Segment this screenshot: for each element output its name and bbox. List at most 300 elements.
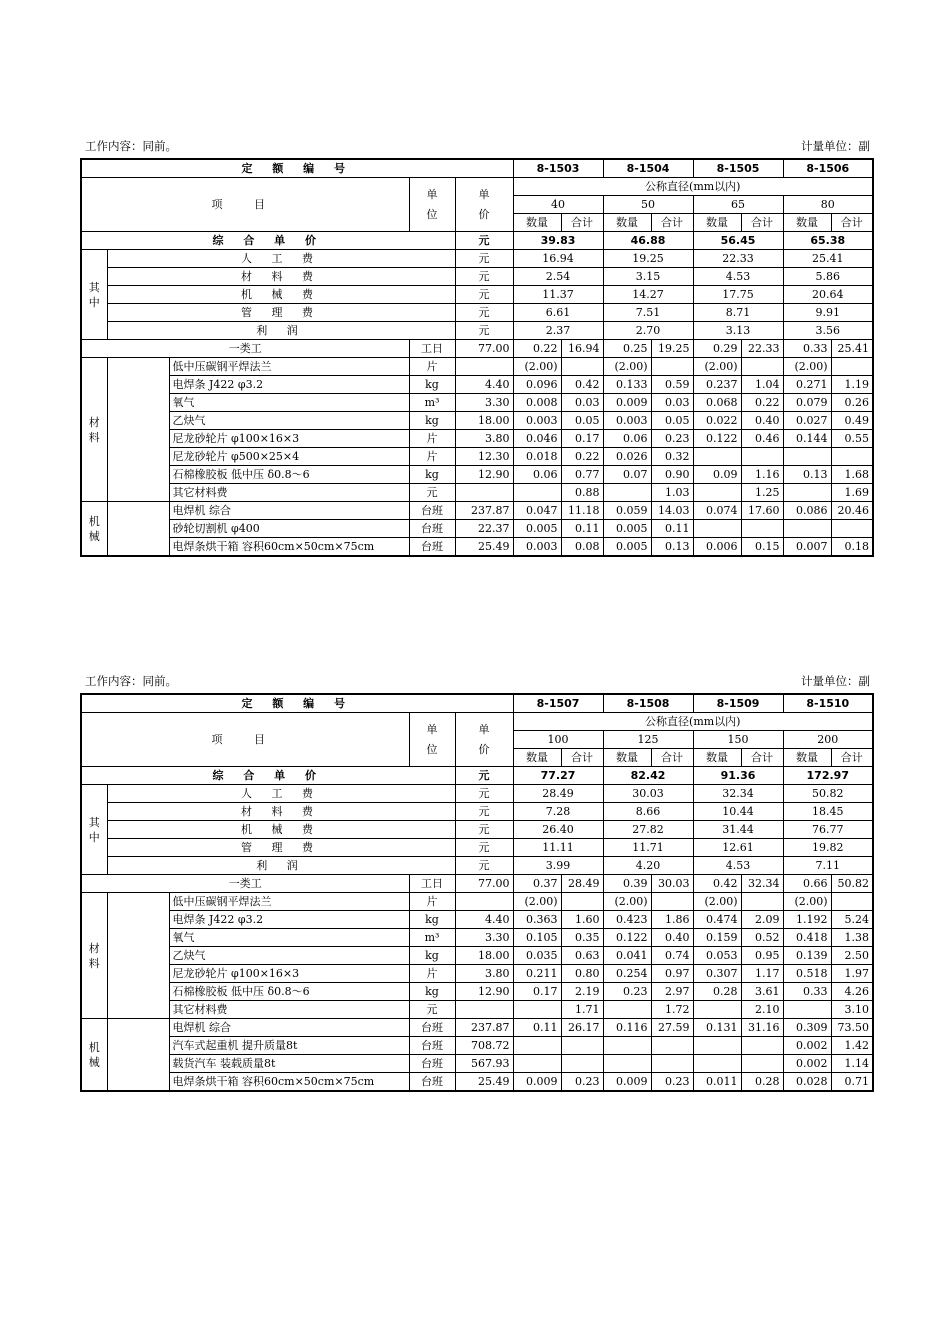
cell: 27.59 bbox=[651, 1019, 693, 1037]
cell: 0.55 bbox=[831, 430, 873, 448]
cell bbox=[831, 893, 873, 911]
cell: 0.002 bbox=[783, 1037, 831, 1055]
cell: 尼龙砂轮片 φ100×16×3 bbox=[169, 965, 409, 983]
cell: 8-1503 bbox=[513, 159, 603, 178]
cell: 8.71 bbox=[693, 304, 783, 322]
cell: 电焊条烘干箱 容积60cm×50cm×75cm bbox=[169, 1073, 409, 1092]
cell: 31.44 bbox=[693, 821, 783, 839]
cell: 片 bbox=[409, 893, 455, 911]
cell: 0.32 bbox=[651, 448, 693, 466]
cell: 237.87 bbox=[455, 502, 513, 520]
cell: 100 bbox=[513, 731, 603, 749]
cell bbox=[693, 448, 741, 466]
cell: 0.007 bbox=[783, 538, 831, 557]
cell: 0.418 bbox=[783, 929, 831, 947]
cell: 0.03 bbox=[561, 394, 603, 412]
cell: 50.82 bbox=[831, 875, 873, 893]
cell: 砂轮切割机 φ400 bbox=[169, 520, 409, 538]
cell: 一类工 bbox=[81, 340, 409, 358]
cell bbox=[693, 1001, 741, 1019]
cell: 2.54 bbox=[513, 268, 603, 286]
cell: 11.18 bbox=[561, 502, 603, 520]
cell: 0.11 bbox=[561, 520, 603, 538]
cell: 0.027 bbox=[783, 412, 831, 430]
unit-col-header-b: 位 bbox=[426, 207, 438, 221]
cell: 元 bbox=[455, 250, 513, 268]
cell: 0.423 bbox=[603, 911, 651, 929]
cell: 0.309 bbox=[783, 1019, 831, 1037]
cell: 片 bbox=[409, 448, 455, 466]
work-content: 工作内容：同前。 bbox=[85, 674, 177, 688]
cell: 合计 bbox=[741, 214, 783, 232]
cell: 91.36 bbox=[693, 767, 783, 785]
cell: 0.009 bbox=[513, 1073, 561, 1092]
cell: 项 目 bbox=[81, 178, 409, 232]
cell bbox=[783, 448, 831, 466]
cell: 2.50 bbox=[831, 947, 873, 965]
cell: 1.72 bbox=[651, 1001, 693, 1019]
cell: 0.52 bbox=[741, 929, 783, 947]
cell: 1.68 bbox=[831, 466, 873, 484]
cell: 0.33 bbox=[783, 983, 831, 1001]
cell: 电焊条 J422 φ3.2 bbox=[169, 911, 409, 929]
cell: 0.237 bbox=[693, 376, 741, 394]
cell: 1.25 bbox=[741, 484, 783, 502]
cell: 利 润 bbox=[107, 857, 455, 875]
cell: 200 bbox=[783, 731, 873, 749]
cell: 12.90 bbox=[455, 983, 513, 1001]
cell: 0.003 bbox=[513, 538, 561, 557]
cell: 0.211 bbox=[513, 965, 561, 983]
cell: 台班 bbox=[409, 1055, 455, 1073]
cell: 18.45 bbox=[783, 803, 873, 821]
cell: 10.44 bbox=[693, 803, 783, 821]
cell: 元 bbox=[455, 821, 513, 839]
cell: 0.11 bbox=[513, 1019, 561, 1037]
cell: 65.38 bbox=[783, 232, 873, 250]
group-label-qizhong bbox=[81, 250, 107, 340]
cell: 0.42 bbox=[561, 376, 603, 394]
cell: 1.19 bbox=[831, 376, 873, 394]
cell: 综 合 单 价 bbox=[81, 232, 455, 250]
cell: 3.15 bbox=[603, 268, 693, 286]
cell: 0.18 bbox=[831, 538, 873, 557]
cell: 18.00 bbox=[455, 947, 513, 965]
cell: 0.028 bbox=[783, 1073, 831, 1092]
cell: 12.90 bbox=[455, 466, 513, 484]
cell: 0.059 bbox=[603, 502, 651, 520]
cell bbox=[561, 893, 603, 911]
cell: 25.41 bbox=[831, 340, 873, 358]
cell: 0.009 bbox=[603, 1073, 651, 1092]
cell: 0.133 bbox=[603, 376, 651, 394]
cell: 0.71 bbox=[831, 1073, 873, 1092]
cell bbox=[603, 1001, 651, 1019]
group-label-materials bbox=[81, 358, 107, 502]
cell: 0.33 bbox=[783, 340, 831, 358]
cell: 数量 bbox=[693, 749, 741, 767]
cell: 567.93 bbox=[455, 1055, 513, 1073]
cell: 1.71 bbox=[561, 1001, 603, 1019]
cell: 人 工 费 bbox=[107, 250, 455, 268]
cell: 77.27 bbox=[513, 767, 603, 785]
blank-cell bbox=[107, 893, 169, 1019]
cell: 工日 bbox=[409, 875, 455, 893]
cell: 4.40 bbox=[455, 376, 513, 394]
cell: 19.82 bbox=[783, 839, 873, 857]
cell: 3.80 bbox=[455, 430, 513, 448]
cell: 18.00 bbox=[455, 412, 513, 430]
unit-col-header-a: 单 bbox=[426, 722, 438, 736]
table-header-line bbox=[80, 673, 872, 693]
cell bbox=[831, 520, 873, 538]
cell: 25.41 bbox=[783, 250, 873, 268]
cell: 32.34 bbox=[693, 785, 783, 803]
cell: 0.74 bbox=[651, 947, 693, 965]
cell: 0.003 bbox=[603, 412, 651, 430]
price-col-header bbox=[455, 178, 513, 232]
cell: 元 bbox=[455, 839, 513, 857]
cell: 1.16 bbox=[741, 466, 783, 484]
cell: 0.002 bbox=[783, 1055, 831, 1073]
cell: 0.018 bbox=[513, 448, 561, 466]
cell: 14.27 bbox=[603, 286, 693, 304]
cell: 0.59 bbox=[651, 376, 693, 394]
cell: 台班 bbox=[409, 1037, 455, 1055]
cell: 30.03 bbox=[603, 785, 693, 803]
cell: 1.192 bbox=[783, 911, 831, 929]
cell: 0.28 bbox=[693, 983, 741, 1001]
materials-label-a: 材 bbox=[88, 941, 100, 955]
machinery-label-b: 械 bbox=[88, 1055, 100, 1069]
cell: 0.003 bbox=[513, 412, 561, 430]
cell: 0.06 bbox=[513, 466, 561, 484]
cell: 1.69 bbox=[831, 484, 873, 502]
cell: 1.03 bbox=[651, 484, 693, 502]
cell: 0.05 bbox=[651, 412, 693, 430]
cell: (2.00) bbox=[603, 358, 651, 376]
cell: 0.23 bbox=[603, 983, 651, 1001]
cell: 0.008 bbox=[513, 394, 561, 412]
cell: 电焊条 J422 φ3.2 bbox=[169, 376, 409, 394]
cell bbox=[741, 893, 783, 911]
cell: 0.13 bbox=[651, 538, 693, 557]
cell: 25.49 bbox=[455, 1073, 513, 1092]
cell bbox=[741, 1037, 783, 1055]
cell: 12.30 bbox=[455, 448, 513, 466]
cell: 2.70 bbox=[603, 322, 693, 340]
cell: 数量 bbox=[783, 214, 831, 232]
machinery-label-a: 机 bbox=[88, 1040, 100, 1054]
unit-col-header bbox=[409, 713, 455, 767]
cell bbox=[561, 358, 603, 376]
cell: 1.38 bbox=[831, 929, 873, 947]
cell: 28.49 bbox=[561, 875, 603, 893]
cell: 0.08 bbox=[561, 538, 603, 557]
cell: 11.11 bbox=[513, 839, 603, 857]
cell: 0.40 bbox=[741, 412, 783, 430]
cell bbox=[783, 520, 831, 538]
blank-cell bbox=[107, 502, 169, 557]
cell: 机 械 费 bbox=[107, 286, 455, 304]
cell: 0.159 bbox=[693, 929, 741, 947]
cell: 0.28 bbox=[741, 1073, 783, 1092]
cell: 0.116 bbox=[603, 1019, 651, 1037]
cell: 1.17 bbox=[741, 965, 783, 983]
cell: 16.94 bbox=[513, 250, 603, 268]
cell: 4.26 bbox=[831, 983, 873, 1001]
cell: 14.03 bbox=[651, 502, 693, 520]
price-col-header-b: 价 bbox=[478, 207, 490, 221]
cell: 0.006 bbox=[693, 538, 741, 557]
cell: 数量 bbox=[603, 749, 651, 767]
cell: 20.64 bbox=[783, 286, 873, 304]
cell: 石棉橡胶板 低中压 δ0.8～6 bbox=[169, 983, 409, 1001]
cell: 材 料 费 bbox=[107, 268, 455, 286]
cell: 低中压碳钢平焊法兰 bbox=[169, 358, 409, 376]
cell: 一类工 bbox=[81, 875, 409, 893]
cell: 元 bbox=[455, 232, 513, 250]
cell: 0.07 bbox=[603, 466, 651, 484]
cell bbox=[693, 484, 741, 502]
cell: 26.40 bbox=[513, 821, 603, 839]
cell: 237.87 bbox=[455, 1019, 513, 1037]
cell: 0.35 bbox=[561, 929, 603, 947]
cell bbox=[513, 1001, 561, 1019]
cell bbox=[741, 448, 783, 466]
cell: 50.82 bbox=[783, 785, 873, 803]
cell: 数量 bbox=[603, 214, 651, 232]
cell: 3.13 bbox=[693, 322, 783, 340]
cell: 8-1506 bbox=[783, 159, 873, 178]
group-label-a: 其 bbox=[88, 815, 100, 829]
cell: 氧气 bbox=[169, 929, 409, 947]
cell: 数量 bbox=[693, 214, 741, 232]
cell bbox=[831, 358, 873, 376]
cell: kg bbox=[409, 911, 455, 929]
cell: 5.24 bbox=[831, 911, 873, 929]
cell: 22.37 bbox=[455, 520, 513, 538]
cell: 0.026 bbox=[603, 448, 651, 466]
cell: 77.00 bbox=[455, 875, 513, 893]
table-header-line bbox=[80, 138, 872, 158]
work-content: 工作内容：同前。 bbox=[85, 139, 177, 153]
cell: 合计 bbox=[651, 749, 693, 767]
cell bbox=[783, 484, 831, 502]
cell: 石棉橡胶板 低中压 δ0.8～6 bbox=[169, 466, 409, 484]
cell: 1.60 bbox=[561, 911, 603, 929]
cell bbox=[561, 1055, 603, 1073]
cell: 0.131 bbox=[693, 1019, 741, 1037]
cell: 台班 bbox=[409, 502, 455, 520]
unit-label: 计量单位：副 bbox=[801, 674, 870, 688]
cell: 0.22 bbox=[561, 448, 603, 466]
cell: 9.91 bbox=[783, 304, 873, 322]
cell: 40 bbox=[513, 196, 603, 214]
cell bbox=[693, 1037, 741, 1055]
cell: 元 bbox=[409, 1001, 455, 1019]
cell: 0.011 bbox=[693, 1073, 741, 1092]
cell: 合计 bbox=[651, 214, 693, 232]
cell: (2.00) bbox=[693, 893, 741, 911]
cell: 0.66 bbox=[783, 875, 831, 893]
quota-table bbox=[80, 693, 874, 1092]
cell: 1.86 bbox=[651, 911, 693, 929]
cell: 0.90 bbox=[651, 466, 693, 484]
cell: 电焊机 综合 bbox=[169, 1019, 409, 1037]
group-label-b: 中 bbox=[88, 830, 100, 844]
cell: 0.63 bbox=[561, 947, 603, 965]
cell: (2.00) bbox=[513, 358, 561, 376]
cell bbox=[831, 448, 873, 466]
cell: 0.23 bbox=[651, 1073, 693, 1092]
cell bbox=[741, 1055, 783, 1073]
cell: kg bbox=[409, 983, 455, 1001]
cell: 28.49 bbox=[513, 785, 603, 803]
cell: 低中压碳钢平焊法兰 bbox=[169, 893, 409, 911]
cell: 合计 bbox=[561, 214, 603, 232]
cell: 乙炔气 bbox=[169, 412, 409, 430]
cell: 8-1505 bbox=[693, 159, 783, 178]
cell: 工日 bbox=[409, 340, 455, 358]
cell: kg bbox=[409, 466, 455, 484]
cell: kg bbox=[409, 412, 455, 430]
cell bbox=[651, 1037, 693, 1055]
cell: 50 bbox=[603, 196, 693, 214]
cell: 16.94 bbox=[561, 340, 603, 358]
cell: 22.33 bbox=[693, 250, 783, 268]
cell: 尼龙砂轮片 φ500×25×4 bbox=[169, 448, 409, 466]
cell bbox=[651, 1055, 693, 1073]
cell: 片 bbox=[409, 965, 455, 983]
cell: 0.06 bbox=[603, 430, 651, 448]
cell: 0.25 bbox=[603, 340, 651, 358]
cell: 25.49 bbox=[455, 538, 513, 557]
cell: 708.72 bbox=[455, 1037, 513, 1055]
cell: 0.26 bbox=[831, 394, 873, 412]
cell: 0.041 bbox=[603, 947, 651, 965]
price-col-header bbox=[455, 713, 513, 767]
cell bbox=[651, 893, 693, 911]
cell: 元 bbox=[455, 767, 513, 785]
group-label-qizhong bbox=[81, 785, 107, 875]
cell: 46.88 bbox=[603, 232, 693, 250]
cell: 元 bbox=[455, 857, 513, 875]
cell: 合计 bbox=[831, 749, 873, 767]
machinery-label-a: 机 bbox=[88, 514, 100, 528]
group-label-machinery bbox=[81, 1019, 107, 1092]
cell: 4.40 bbox=[455, 911, 513, 929]
cell: 3.80 bbox=[455, 965, 513, 983]
cell: 元 bbox=[455, 803, 513, 821]
cell: 4.53 bbox=[693, 268, 783, 286]
cell: kg bbox=[409, 947, 455, 965]
cell: 定 额 编 号 bbox=[81, 694, 513, 713]
cell: 76.77 bbox=[783, 821, 873, 839]
cell: 17.75 bbox=[693, 286, 783, 304]
cell: 56.45 bbox=[693, 232, 783, 250]
cell: 合计 bbox=[561, 749, 603, 767]
cell: 元 bbox=[455, 785, 513, 803]
cell: 0.086 bbox=[783, 502, 831, 520]
cell: m³ bbox=[409, 394, 455, 412]
cell: 77.00 bbox=[455, 340, 513, 358]
cell: 0.122 bbox=[693, 430, 741, 448]
cell: 31.16 bbox=[741, 1019, 783, 1037]
cell: 元 bbox=[409, 484, 455, 502]
cell bbox=[603, 1055, 651, 1073]
cell: 0.009 bbox=[603, 394, 651, 412]
cell: 氧气 bbox=[169, 394, 409, 412]
cell: 0.95 bbox=[741, 947, 783, 965]
cell: 0.053 bbox=[693, 947, 741, 965]
cell: 0.80 bbox=[561, 965, 603, 983]
cell: 管 理 费 bbox=[107, 839, 455, 857]
cell: 0.068 bbox=[693, 394, 741, 412]
cell: 4.53 bbox=[693, 857, 783, 875]
cell: 0.29 bbox=[693, 340, 741, 358]
cell: 1.14 bbox=[831, 1055, 873, 1073]
cell bbox=[603, 1037, 651, 1055]
cell: (2.00) bbox=[693, 358, 741, 376]
cell: 0.035 bbox=[513, 947, 561, 965]
cell: 8-1509 bbox=[693, 694, 783, 713]
cell bbox=[693, 1055, 741, 1073]
cell: 公称直径(mm以内) bbox=[513, 713, 873, 731]
cell: 其它材料费 bbox=[169, 1001, 409, 1019]
unit-col-header-b: 位 bbox=[426, 742, 438, 756]
cell: 1.97 bbox=[831, 965, 873, 983]
cell: 数量 bbox=[513, 749, 561, 767]
cell: 0.42 bbox=[693, 875, 741, 893]
cell: 19.25 bbox=[603, 250, 693, 268]
cell: 0.39 bbox=[603, 875, 651, 893]
cell bbox=[455, 484, 513, 502]
cell: (2.00) bbox=[513, 893, 561, 911]
cell: 公称直径(mm以内) bbox=[513, 178, 873, 196]
cell: 0.307 bbox=[693, 965, 741, 983]
cell bbox=[455, 893, 513, 911]
cell: 4.20 bbox=[603, 857, 693, 875]
machinery-label-b: 械 bbox=[88, 529, 100, 543]
cell: 片 bbox=[409, 430, 455, 448]
unit-col-header bbox=[409, 178, 455, 232]
cell: 0.254 bbox=[603, 965, 651, 983]
cell: 172.97 bbox=[783, 767, 873, 785]
cell: 1.04 bbox=[741, 376, 783, 394]
cell: 0.11 bbox=[651, 520, 693, 538]
cell: 其它材料费 bbox=[169, 484, 409, 502]
cell: 8.66 bbox=[603, 803, 693, 821]
cell: 0.15 bbox=[741, 538, 783, 557]
cell: 39.83 bbox=[513, 232, 603, 250]
cell: 22.33 bbox=[741, 340, 783, 358]
cell: 73.50 bbox=[831, 1019, 873, 1037]
cell: 65 bbox=[693, 196, 783, 214]
cell: 0.17 bbox=[513, 983, 561, 1001]
cell: 台班 bbox=[409, 538, 455, 557]
cell: 台班 bbox=[409, 1073, 455, 1092]
cell: 0.09 bbox=[693, 466, 741, 484]
cell: kg bbox=[409, 376, 455, 394]
cell: 元 bbox=[455, 322, 513, 340]
cell: 7.28 bbox=[513, 803, 603, 821]
cell: 0.05 bbox=[561, 412, 603, 430]
cell: 26.17 bbox=[561, 1019, 603, 1037]
cell: 20.46 bbox=[831, 502, 873, 520]
cell: 125 bbox=[603, 731, 693, 749]
materials-label-a: 材 bbox=[88, 415, 100, 429]
